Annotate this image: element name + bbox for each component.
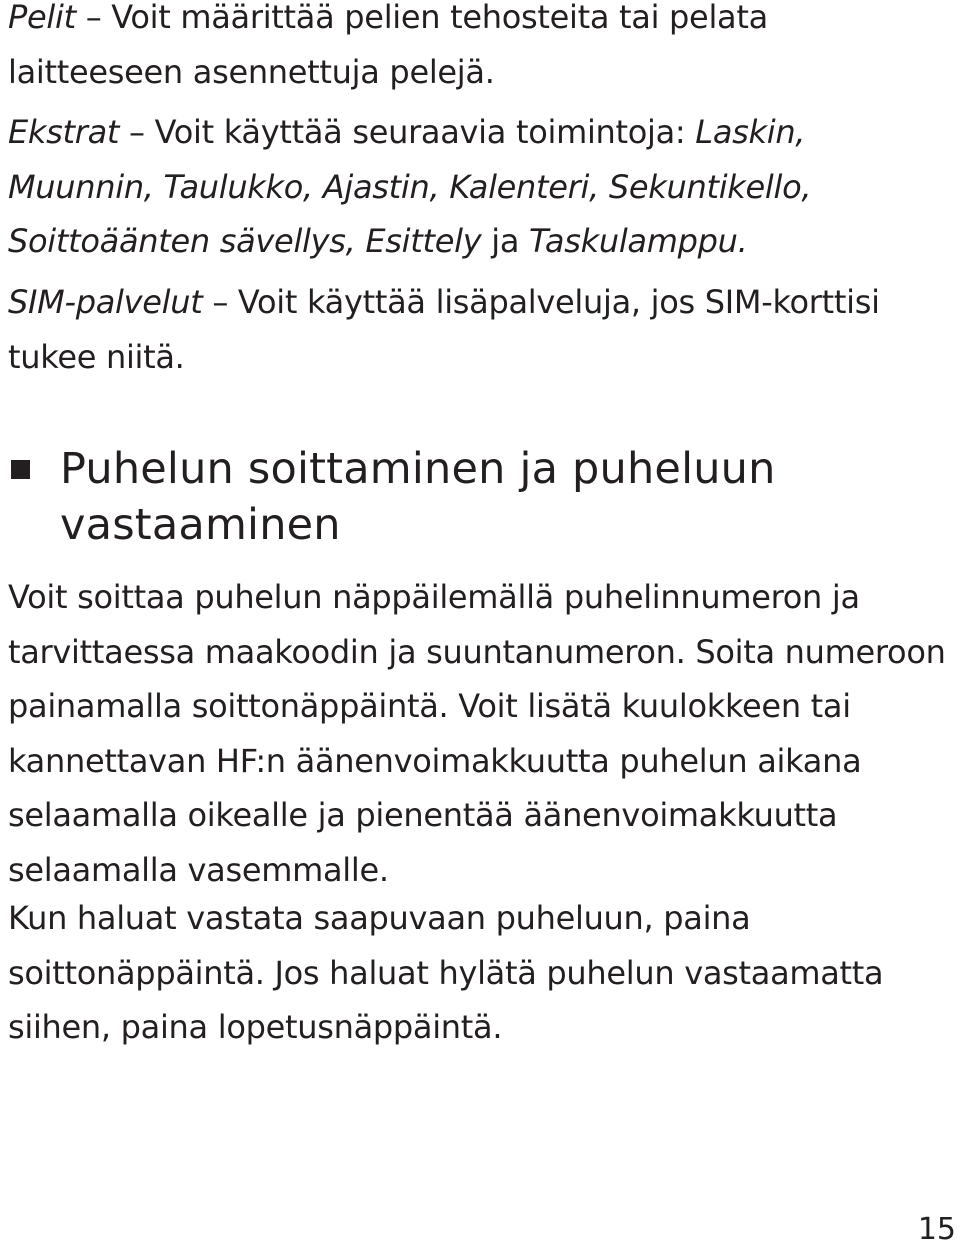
- call-paragraph: Voit soittaa puhelun näppäilemällä puhelinnumeron ja tarvittaessa maakoodin ja suuntanumeron. Soita numeroon painamalla soittonäppäintä. Voit lisätä kuulokkeen tai kannettavan HF:n äänenvoimakkuutta puhelun aikana selaamalla oikealle ja pienentää äänenvoimakkuutta selaamalla vasemmalle.: [8, 578, 946, 889]
- menu-term-pelit: Pelit: [8, 0, 76, 36]
- page-number: 15: [917, 1212, 956, 1247]
- menu-term-ekstrat: Ekstrat: [8, 113, 120, 151]
- ekstrat-items: Laskin, Muunnin, Taulukko, Ajastin, Kalenteri, Sekuntikello, Soittoäänten sävellys, Esittely: [8, 113, 812, 260]
- menu-description-sim: [8, 275, 948, 384]
- ekstrat-last-item: Taskulamppu.: [529, 222, 748, 260]
- menu-text-pelit: – Voit määrittää pelien tehosteita tai pelata laitteeseen asennettuja pelejä.: [8, 0, 768, 91]
- square-bullet-icon: [11, 460, 30, 479]
- menu-term-sim: SIM-palvelut: [8, 283, 203, 321]
- menu-text-ekstrat: – Voit käyttää seuraavia toimintoja:: [119, 113, 696, 151]
- answer-paragraph: Kun haluat vastata saapuvaan puheluun, paina soittonäppäintä. Jos haluat hylätä puhelun vastaamatta siihen, paina lopetusnäppäintä.: [8, 899, 884, 1046]
- ekstrat-conjunction: ja: [481, 222, 530, 260]
- menu-text-sim: – Voit käyttää lisäpalveluja, jos SIM-korttisi tukee niitä.: [8, 283, 880, 376]
- section-heading: Puhelun soittaminen ja puheluun vastaaminen: [60, 444, 776, 550]
- menu-description-pelit: [8, 0, 948, 99]
- menu-description-ekstrat: [8, 105, 948, 269]
